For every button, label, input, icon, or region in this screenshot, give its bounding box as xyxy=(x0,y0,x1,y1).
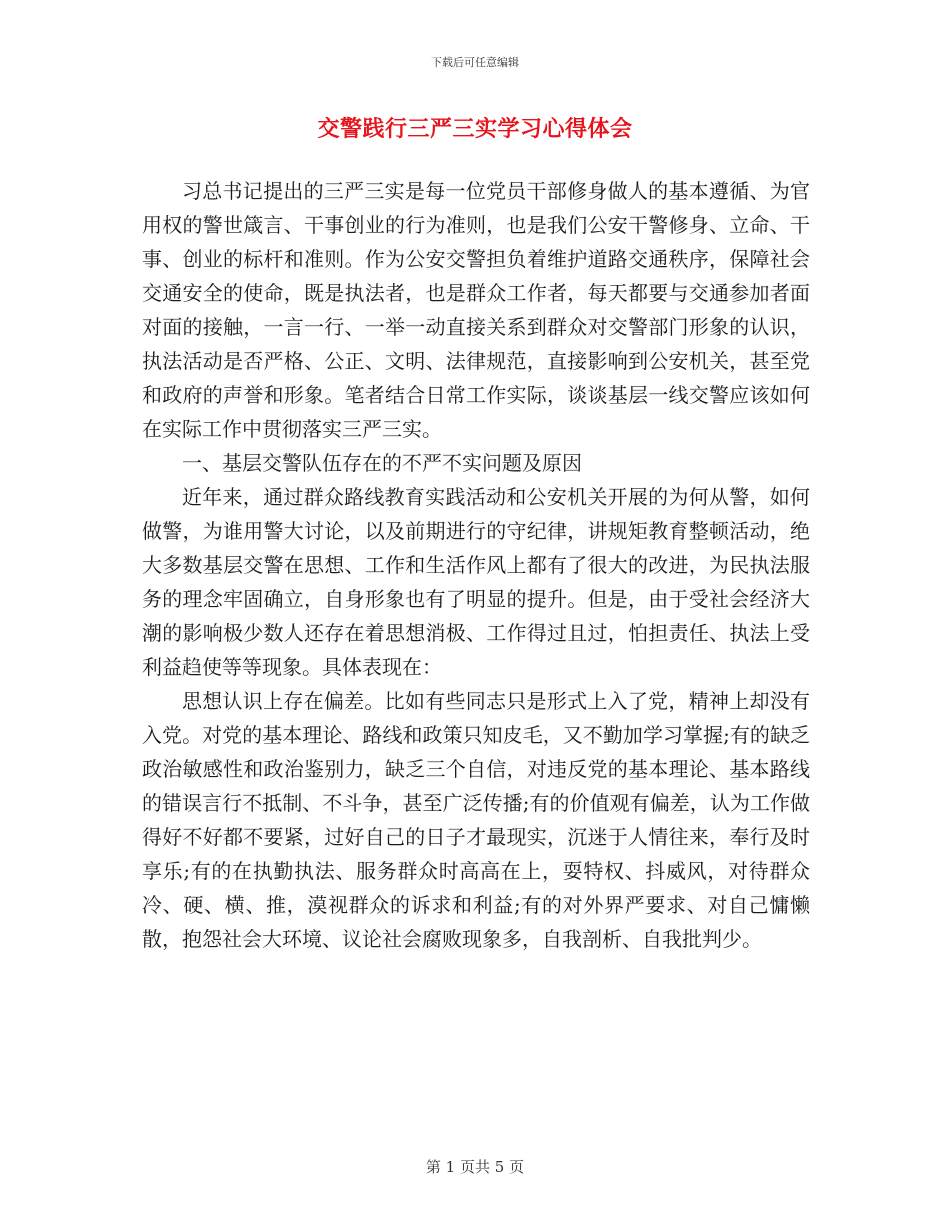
header-note: 下载后可任意编辑 xyxy=(431,56,519,69)
document-title: 交警践行三严三实学习心得体会 xyxy=(317,116,633,142)
document-body xyxy=(142,174,810,956)
section-heading: 一、基层交警队伍存在的不严不实问题及原因 xyxy=(182,451,582,475)
page-footer: 第 1 页共 5 页 xyxy=(425,1158,525,1176)
paragraph-intro: 习总书记提出的三严三实是每一位党员干部修身做人的基本遵循、为官用权的警世箴言、干事创业的行为准则，也是我们公安干警修身、立命、干事、创业的标杆和准则。作为公安交警担负着维护道路交通秩序，保障社会交通安全的使命，既是执法者，也是群众工作者，每天都要与交通参加者面对面的接触，一言一行、一举一动直接关系到群众对交警部门形象的认识，执法活动是否严格、公正、文明、法律规范，直接影响到公安机关，甚至党和政府的声誉和形象。笔者结合日常工作实际，谈谈基层一线交警应该如何在实际工作中贯彻落实三严三实。 xyxy=(142,179,810,441)
paragraph-background: 近年来，通过群众路线教育实践活动和公安机关开展的为何从警，如何做警，为谁用警大讨论，以及前期进行的守纪律，讲规矩教育整顿活动，绝大多数基层交警在思想、工作和生活作风上都有了很大的改进，为民执法服务的理念牢固确立，自身形象也有了明显的提升。但是，由于受社会经济大潮的影响极少数人还存在着思想消极、工作得过且过，怕担责任、执法上受利益趋使等等现象。具体表现在： xyxy=(142,485,810,679)
paragraph-thinking: 思想认识上存在偏差。比如有些同志只是形式上入了党，精神上却没有入党。对党的基本理论、路线和政策只知皮毛，又不勤加学习掌握;有的缺乏政治敏感性和政治鉴别力，缺乏三个自信，对违反党的基本理论、基本路线的错误言行不抵制、不斗争，甚至广泛传播;有的价值观有偏差，认为工作做得好不好都不要紧，过好自己的日子才最现实，沉迷于人情往来，奉行及时享乐;有的在执勤执法、服务群众时高高在上，耍特权、抖威风，对待群众冷、硬、横、推，漠视群众的诉求和利益;有的对外界严要求、对自己慵懒散，抱怨社会大环境、议论社会腐败现象多，自我剖析、自我批判少。 xyxy=(142,689,810,951)
